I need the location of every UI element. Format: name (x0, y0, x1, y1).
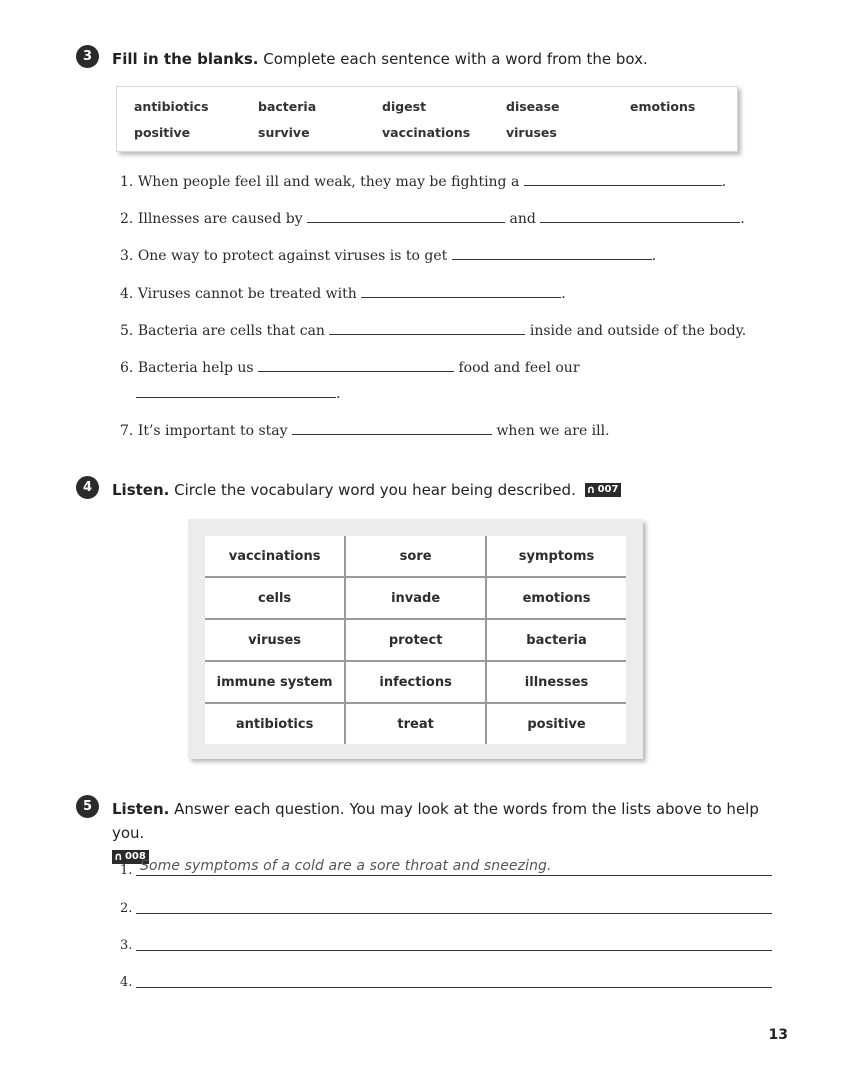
vocab-word-cell[interactable]: positive (527, 716, 586, 732)
answer-line-4[interactable] (120, 966, 772, 990)
section-number: 5 (76, 795, 99, 818)
sentence-5 (120, 320, 746, 341)
answer-number: 4. (120, 975, 133, 990)
sentence-number: 6. (120, 360, 134, 376)
answer-line-2[interactable] (120, 892, 772, 916)
sentence-text: When people feel ill and weak, they may be fighting a (137, 174, 520, 190)
blank-field[interactable] (524, 171, 722, 186)
section-4-header (76, 478, 772, 502)
vocab-word-cell[interactable]: cells (205, 577, 345, 619)
section-3-header (76, 47, 772, 71)
sentence-3 (120, 245, 656, 266)
table-row (205, 703, 626, 744)
blank-field[interactable] (452, 245, 652, 260)
word-box-item: antibiotics (134, 99, 209, 114)
blank-field[interactable] (361, 283, 561, 298)
table-row (205, 619, 626, 661)
answer-rule (136, 913, 772, 914)
word-box-item: emotions (630, 99, 696, 114)
vocab-word-cell[interactable]: symptoms (486, 536, 626, 577)
section-title: Fill in the blanks. (112, 50, 259, 68)
vocabulary-table-panel (188, 519, 643, 759)
sentence-text: food and feel our (458, 360, 580, 376)
sentence-1 (120, 171, 726, 192)
table-row (205, 661, 626, 703)
sentence-number: 1. (120, 174, 134, 190)
sentence-6 (120, 357, 580, 378)
table-row (205, 536, 626, 577)
word-box-item: positive (134, 125, 191, 140)
instruction-text: Complete each sentence with a word from the box. (263, 50, 648, 68)
headphones-icon: ∩ (586, 483, 596, 496)
sentence-text: when we are ill. (496, 423, 610, 439)
sentence-4 (120, 283, 566, 304)
word-box-item: viruses (506, 125, 557, 140)
sentence-number: 5. (120, 323, 134, 339)
vocab-word-cell[interactable]: vaccinations (205, 536, 345, 577)
vocab-word-cell[interactable]: protect (345, 619, 486, 661)
sentence-text: . (721, 174, 727, 190)
answer-line-1[interactable] (120, 854, 772, 878)
section-number: 3 (76, 45, 99, 68)
sentence-text: . (651, 248, 657, 264)
sentence-text: inside and outside of the body. (529, 323, 747, 339)
section-instruction (112, 47, 772, 71)
word-box-item: disease (506, 99, 560, 114)
word-box (116, 86, 738, 152)
sentence-number: 7. (120, 423, 134, 439)
sentence-number: 3. (120, 248, 134, 264)
instruction-text: Answer each question. You may look at the words from the lists above to help you. (112, 800, 759, 842)
word-box-item: bacteria (258, 99, 317, 114)
vocab-word-cell[interactable]: sore (345, 536, 486, 577)
audio-track-number: 008 (124, 851, 146, 862)
section-instruction (112, 478, 772, 502)
vocab-word-cell[interactable]: antibiotics (205, 703, 345, 744)
sentence-number: 2. (120, 211, 134, 227)
answer-line-3[interactable] (120, 929, 772, 953)
sentence-text: Illnesses are caused by (137, 211, 303, 227)
sentence-number: 4. (120, 286, 134, 302)
sentence-text: Bacteria are cells that can (137, 323, 325, 339)
word-box-item: vaccinations (382, 125, 471, 140)
vocab-word-cell[interactable]: infections (345, 661, 486, 703)
answer-number: 3. (120, 938, 133, 953)
section-title: Listen. (112, 481, 170, 499)
table-row (205, 577, 626, 619)
sentence-text: . (740, 211, 745, 227)
vocab-word-cell[interactable]: invade (345, 577, 486, 619)
blank-field[interactable] (540, 208, 740, 223)
sentence-6-continued (136, 383, 340, 404)
vocab-word-cell[interactable]: immune system (205, 661, 345, 703)
word-box-item: survive (258, 125, 310, 140)
answer-number: 2. (120, 901, 133, 916)
page-number: 13 (768, 1027, 788, 1043)
answer-rule (136, 875, 772, 876)
blank-field[interactable] (258, 357, 454, 372)
sentence-7 (120, 420, 610, 441)
instruction-text: Circle the vocabulary word you hear being described. (174, 481, 576, 499)
headphones-icon: ∩ (114, 850, 123, 863)
audio-track-badge[interactable] (585, 483, 622, 497)
blank-field[interactable] (292, 420, 492, 435)
vocab-word-cell[interactable]: illnesses (486, 661, 626, 703)
blank-field[interactable] (329, 320, 525, 335)
answer-rule (136, 987, 772, 988)
word-box-item: digest (382, 99, 427, 114)
sentence-text: . (336, 386, 341, 402)
sentence-text: One way to protect against viruses is to get (137, 248, 448, 264)
sentence-text: and (509, 211, 536, 227)
section-title: Listen. (112, 800, 170, 818)
vocab-word-cell[interactable]: bacteria (486, 619, 626, 661)
sentence-text: It’s important to stay (137, 423, 288, 439)
vocabulary-table (205, 536, 626, 744)
vocab-word-cell[interactable]: treat (345, 703, 486, 744)
vocab-word-cell[interactable]: emotions (486, 577, 626, 619)
sentence-2 (120, 208, 745, 229)
sentence-text: Bacteria help us (137, 360, 254, 376)
blank-field[interactable] (136, 383, 336, 398)
audio-track-number: 007 (597, 484, 619, 495)
vocab-word-cell[interactable]: viruses (205, 619, 345, 661)
handwritten-answer: Some symptoms of a cold are a sore throat and sneezing. (140, 858, 552, 874)
answer-number: 1. (120, 863, 133, 878)
answer-rule (136, 950, 772, 951)
section-number: 4 (76, 476, 99, 499)
sentence-text: . (561, 286, 566, 302)
blank-field[interactable] (307, 208, 505, 223)
sentence-text: Viruses cannot be treated with (137, 286, 357, 302)
